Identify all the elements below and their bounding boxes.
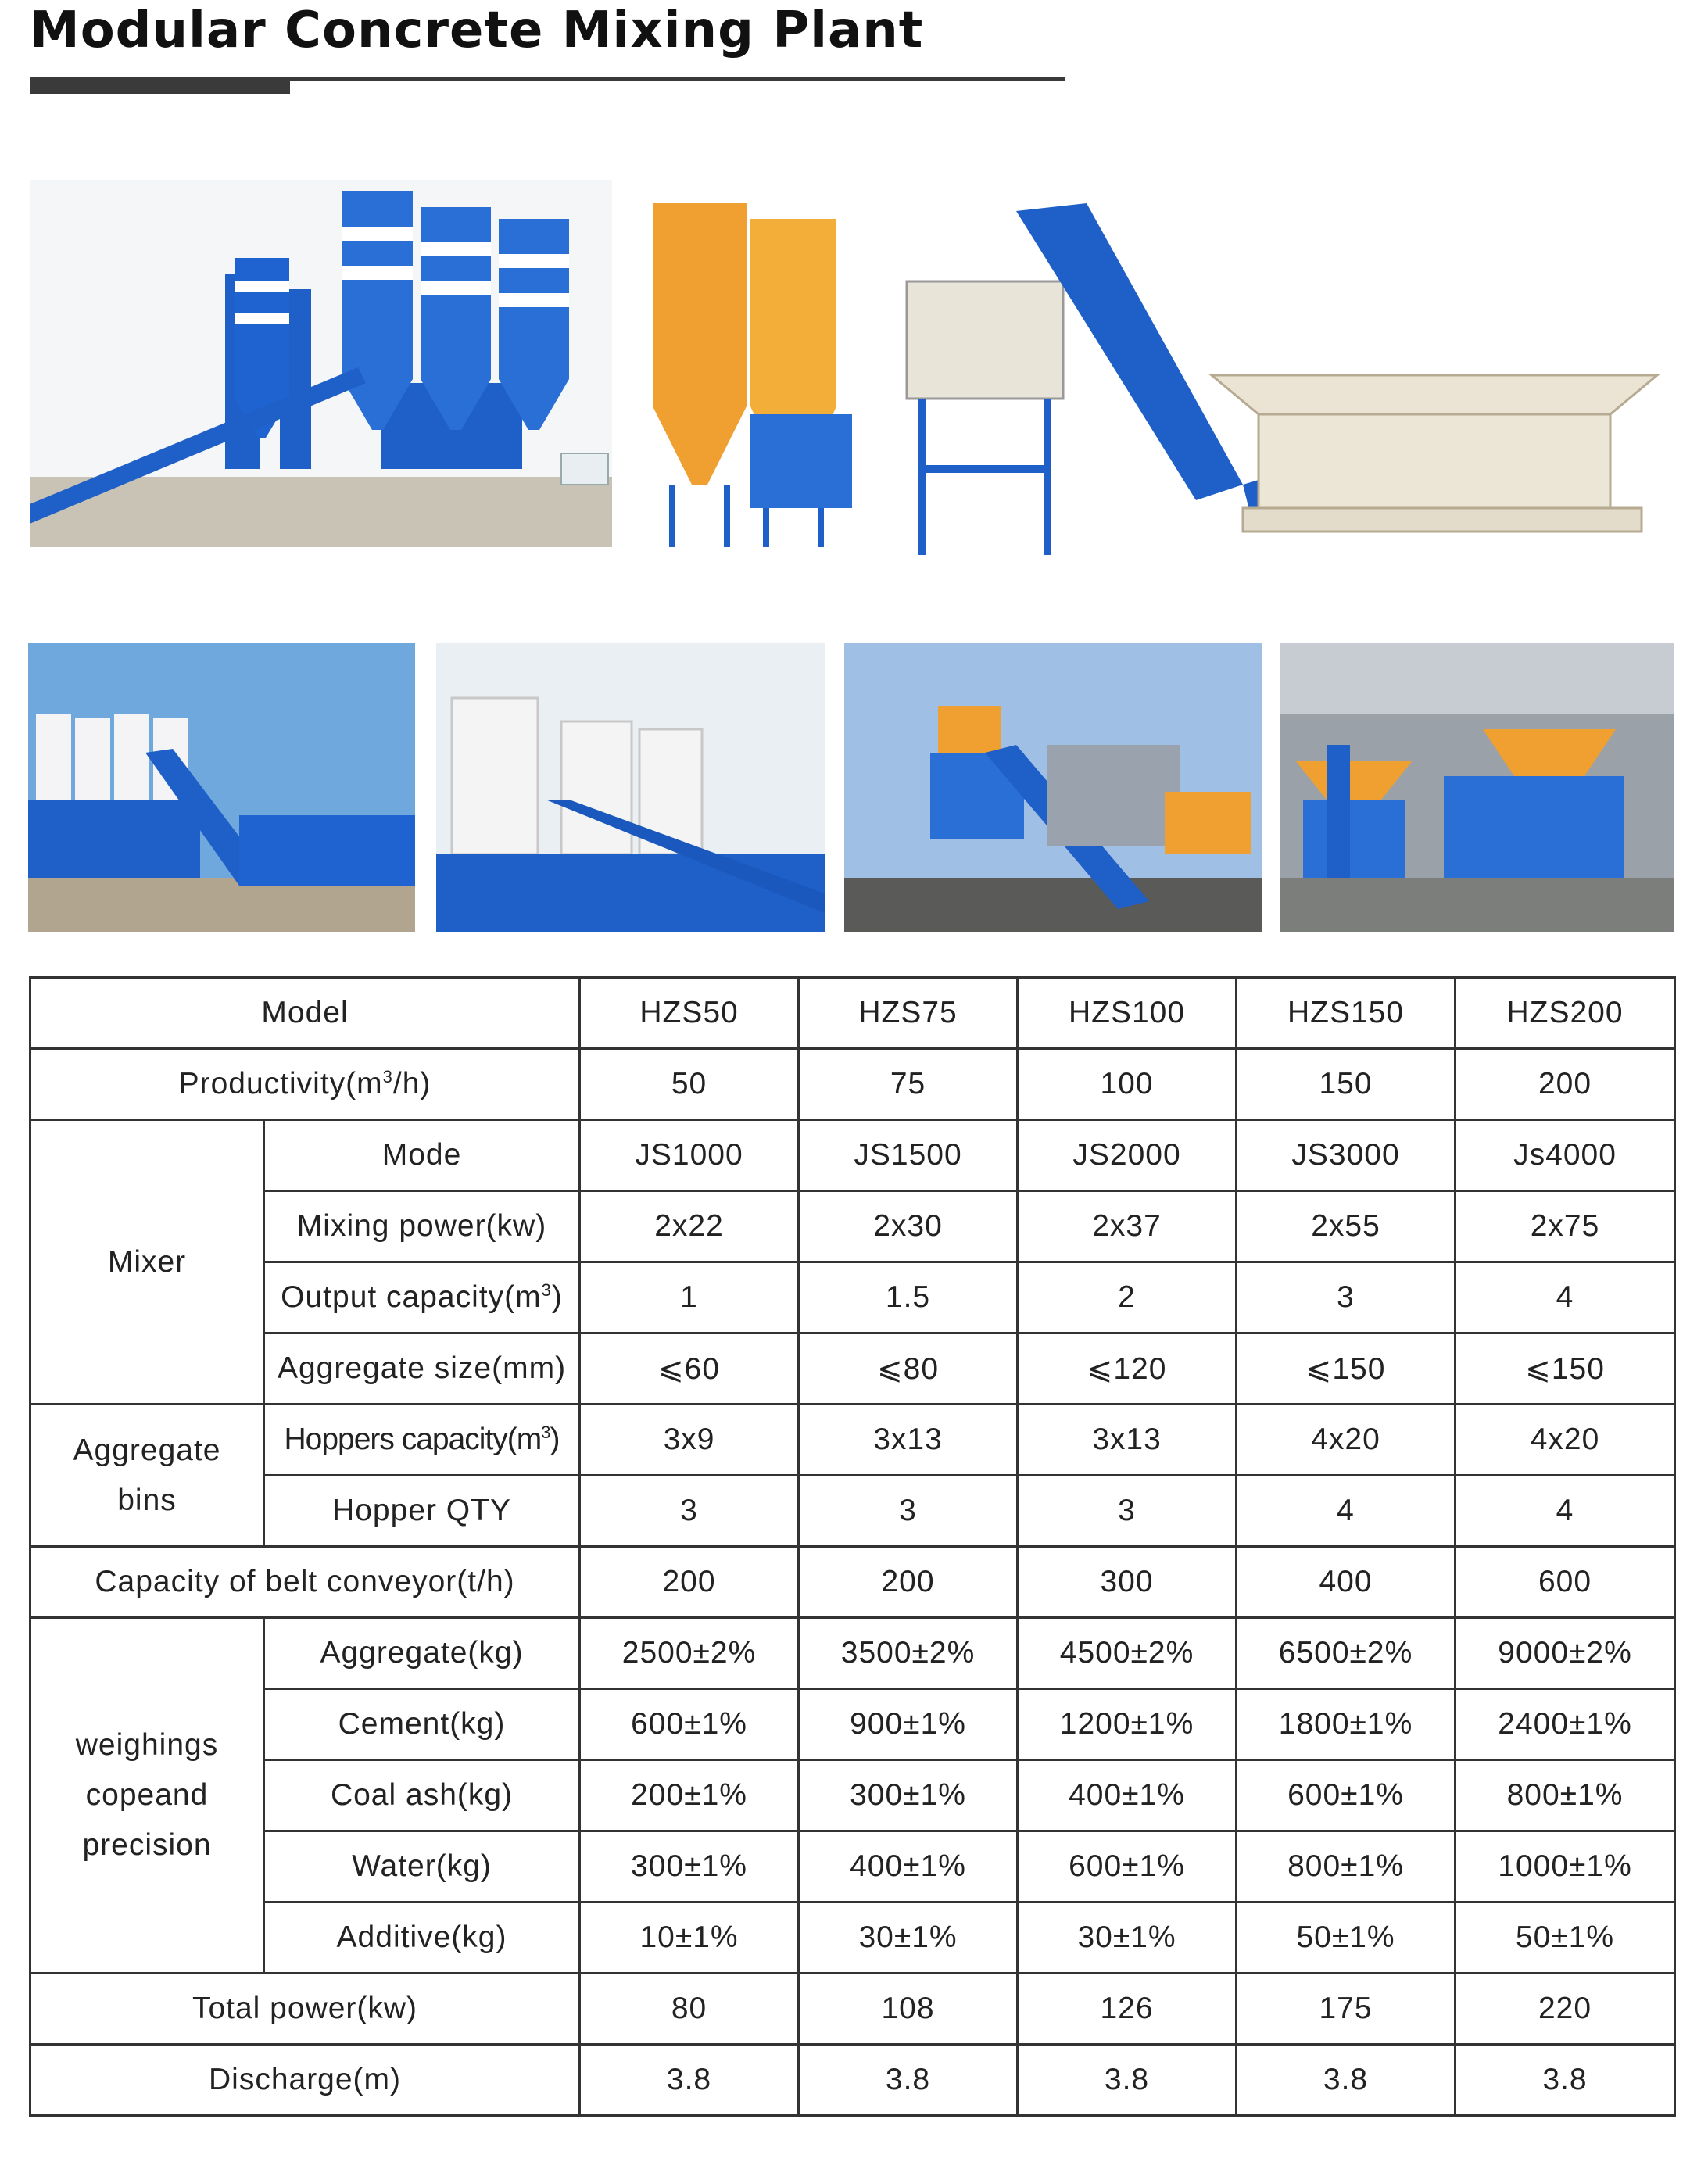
model-cell: HZS75 (799, 978, 1018, 1049)
table-cell: 200±1% (580, 1760, 799, 1831)
table-cell: 175 (1237, 1974, 1456, 2045)
table-cell: 50±1% (1237, 1902, 1456, 1974)
table-cell: 3 (799, 1476, 1018, 1547)
table-cell: 400±1% (1018, 1760, 1237, 1831)
model-cell: HZS200 (1456, 978, 1675, 1049)
table-row (30, 1405, 1675, 1476)
table-row (30, 1476, 1675, 1547)
table-cell: 2500±2% (580, 1618, 799, 1689)
table-cell: 600±1% (1018, 1831, 1237, 1902)
table-cell: 2 (1018, 1262, 1237, 1333)
table-row (30, 1191, 1675, 1262)
table-cell: 80 (580, 1974, 799, 2045)
table-cell: ⩽150 (1456, 1333, 1675, 1405)
table-row (30, 1618, 1675, 1689)
table-row (30, 978, 1675, 1049)
table-cell: 1 (580, 1262, 799, 1333)
table-cell: 400 (1237, 1547, 1456, 1618)
table-cell: 2x75 (1456, 1191, 1675, 1262)
spec-table (29, 976, 1676, 2117)
table-cell: 2x55 (1237, 1191, 1456, 1262)
table-cell: 3x9 (580, 1405, 799, 1476)
photo-modular-plant-orange (649, 156, 1669, 571)
table-cell: 4 (1456, 1262, 1675, 1333)
table-row (30, 1333, 1675, 1405)
row-label: Aggregate(kg) (264, 1618, 580, 1689)
table-cell: 3x13 (1018, 1405, 1237, 1476)
table-cell: 3.8 (1018, 2045, 1237, 2116)
table-cell: 220 (1456, 1974, 1675, 2045)
aggregate-bins-group-label: Aggregate bins (30, 1405, 264, 1547)
table-row (30, 1689, 1675, 1760)
table-cell: 200 (580, 1547, 799, 1618)
model-cell: HZS50 (580, 978, 799, 1049)
photo-plant-construction (844, 643, 1262, 932)
row-label: Hoppers $capacity(m^3)$ (264, 1405, 580, 1476)
table-cell: 900±1% (799, 1689, 1018, 1760)
table-cell: 30±1% (1018, 1902, 1237, 1974)
table-cell: 50±1% (1456, 1902, 1675, 1974)
discharge-label: Discharge(m) (30, 2045, 580, 2116)
table-cell: 126 (1018, 1974, 1237, 2045)
table-cell: 4500±2% (1018, 1618, 1237, 1689)
table-cell: 3 (1237, 1262, 1456, 1333)
table-cell: 50 (580, 1049, 799, 1120)
table-cell: 800±1% (1237, 1831, 1456, 1902)
table-cell: 300 (1018, 1547, 1237, 1618)
weighings-group-label: weighings copeand precision (30, 1618, 264, 1974)
table-cell: 3x13 (799, 1405, 1018, 1476)
table-cell: 3 (580, 1476, 799, 1547)
table-cell: 30±1% (799, 1902, 1018, 1974)
model-label: Model (30, 978, 580, 1049)
table-cell: JS3000 (1237, 1120, 1456, 1191)
table-row (30, 1760, 1675, 1831)
table-cell: 75 (799, 1049, 1018, 1120)
table-cell: 150 (1237, 1049, 1456, 1120)
row-label: Aggregate size(mm) (264, 1333, 580, 1405)
table-cell: 300±1% (799, 1760, 1018, 1831)
photo-silo-plant-blue (30, 180, 612, 547)
row-label: Cement(kg) (264, 1689, 580, 1760)
table-cell: ⩽60 (580, 1333, 799, 1405)
productivity-label: $Productivity(m^3/h)$ (30, 1049, 580, 1120)
table-cell: ⩽120 (1018, 1333, 1237, 1405)
table-cell: 3500±2% (799, 1618, 1018, 1689)
table-cell: 2400±1% (1456, 1689, 1675, 1760)
row-label: Mixing power(kw) (264, 1191, 580, 1262)
table-cell: 200 (1456, 1049, 1675, 1120)
table-cell: 1800±1% (1237, 1689, 1456, 1760)
table-cell: 3.8 (799, 2045, 1018, 2116)
table-cell: 3.8 (1237, 2045, 1456, 2116)
table-row (30, 1902, 1675, 1974)
table-row (30, 1547, 1675, 1618)
model-cell: HZS150 (1237, 978, 1456, 1049)
table-cell: 1.5 (799, 1262, 1018, 1333)
row-label: Additive(kg) (264, 1902, 580, 1974)
row-label: Mode (264, 1120, 580, 1191)
table-cell: 4x20 (1237, 1405, 1456, 1476)
table-row (30, 1120, 1675, 1191)
table-cell: 2x22 (580, 1191, 799, 1262)
table-cell: 3.8 (1456, 2045, 1675, 2116)
photo-plant-site-2 (436, 643, 825, 932)
table-row (30, 2045, 1675, 2116)
belt-conveyor-label: Capacity of belt conveyor(t/h) (30, 1547, 580, 1618)
table-cell: 1200±1% (1018, 1689, 1237, 1760)
table-cell: 3.8 (580, 2045, 799, 2116)
table-cell: 1000±1% (1456, 1831, 1675, 1902)
model-cell: HZS100 (1018, 978, 1237, 1049)
table-cell: 4x20 (1456, 1405, 1675, 1476)
table-cell: 3 (1018, 1476, 1237, 1547)
table-cell: JS2000 (1018, 1120, 1237, 1191)
row-label: Water(kg) (264, 1831, 580, 1902)
table-cell: 2x30 (799, 1191, 1018, 1262)
table-cell: 200 (799, 1547, 1018, 1618)
total-power-label: Total power(kw) (30, 1974, 580, 2045)
table-cell: 108 (799, 1974, 1018, 2045)
table-cell: 600±1% (580, 1689, 799, 1760)
table-cell: 10±1% (580, 1902, 799, 1974)
photo-plant-site-1 (28, 643, 415, 932)
table-cell: 300±1% (580, 1831, 799, 1902)
row-label: Coal ash(kg) (264, 1760, 580, 1831)
table-row (30, 1974, 1675, 2045)
table-cell: JS1500 (799, 1120, 1018, 1191)
table-cell: 100 (1018, 1049, 1237, 1120)
table-cell: 800±1% (1456, 1760, 1675, 1831)
table-cell: 600 (1456, 1547, 1675, 1618)
table-cell: Js4000 (1456, 1120, 1675, 1191)
table-cell: ⩽80 (799, 1333, 1018, 1405)
table-cell: 2x37 (1018, 1191, 1237, 1262)
table-row (30, 1049, 1675, 1120)
table-row (30, 1262, 1675, 1333)
table-cell: 6500±2% (1237, 1618, 1456, 1689)
table-cell: ⩽150 (1237, 1333, 1456, 1405)
page-title: Modular Concrete Mixing Plant (30, 2, 924, 59)
table-cell: 4 (1237, 1476, 1456, 1547)
table-cell: JS1000 (580, 1120, 799, 1191)
row-label: Hopper QTY (264, 1476, 580, 1547)
row-label: Output $capacity(m^3)$ (264, 1262, 580, 1333)
table-cell: 600±1% (1237, 1760, 1456, 1831)
table-cell: 9000±2% (1456, 1618, 1675, 1689)
table-cell: 4 (1456, 1476, 1675, 1547)
photo-workshop (1280, 643, 1674, 932)
table-cell: 400±1% (799, 1831, 1018, 1902)
mixer-group-label: Mixer (30, 1120, 264, 1405)
title-underline-accent (30, 81, 290, 94)
table-row (30, 1831, 1675, 1902)
